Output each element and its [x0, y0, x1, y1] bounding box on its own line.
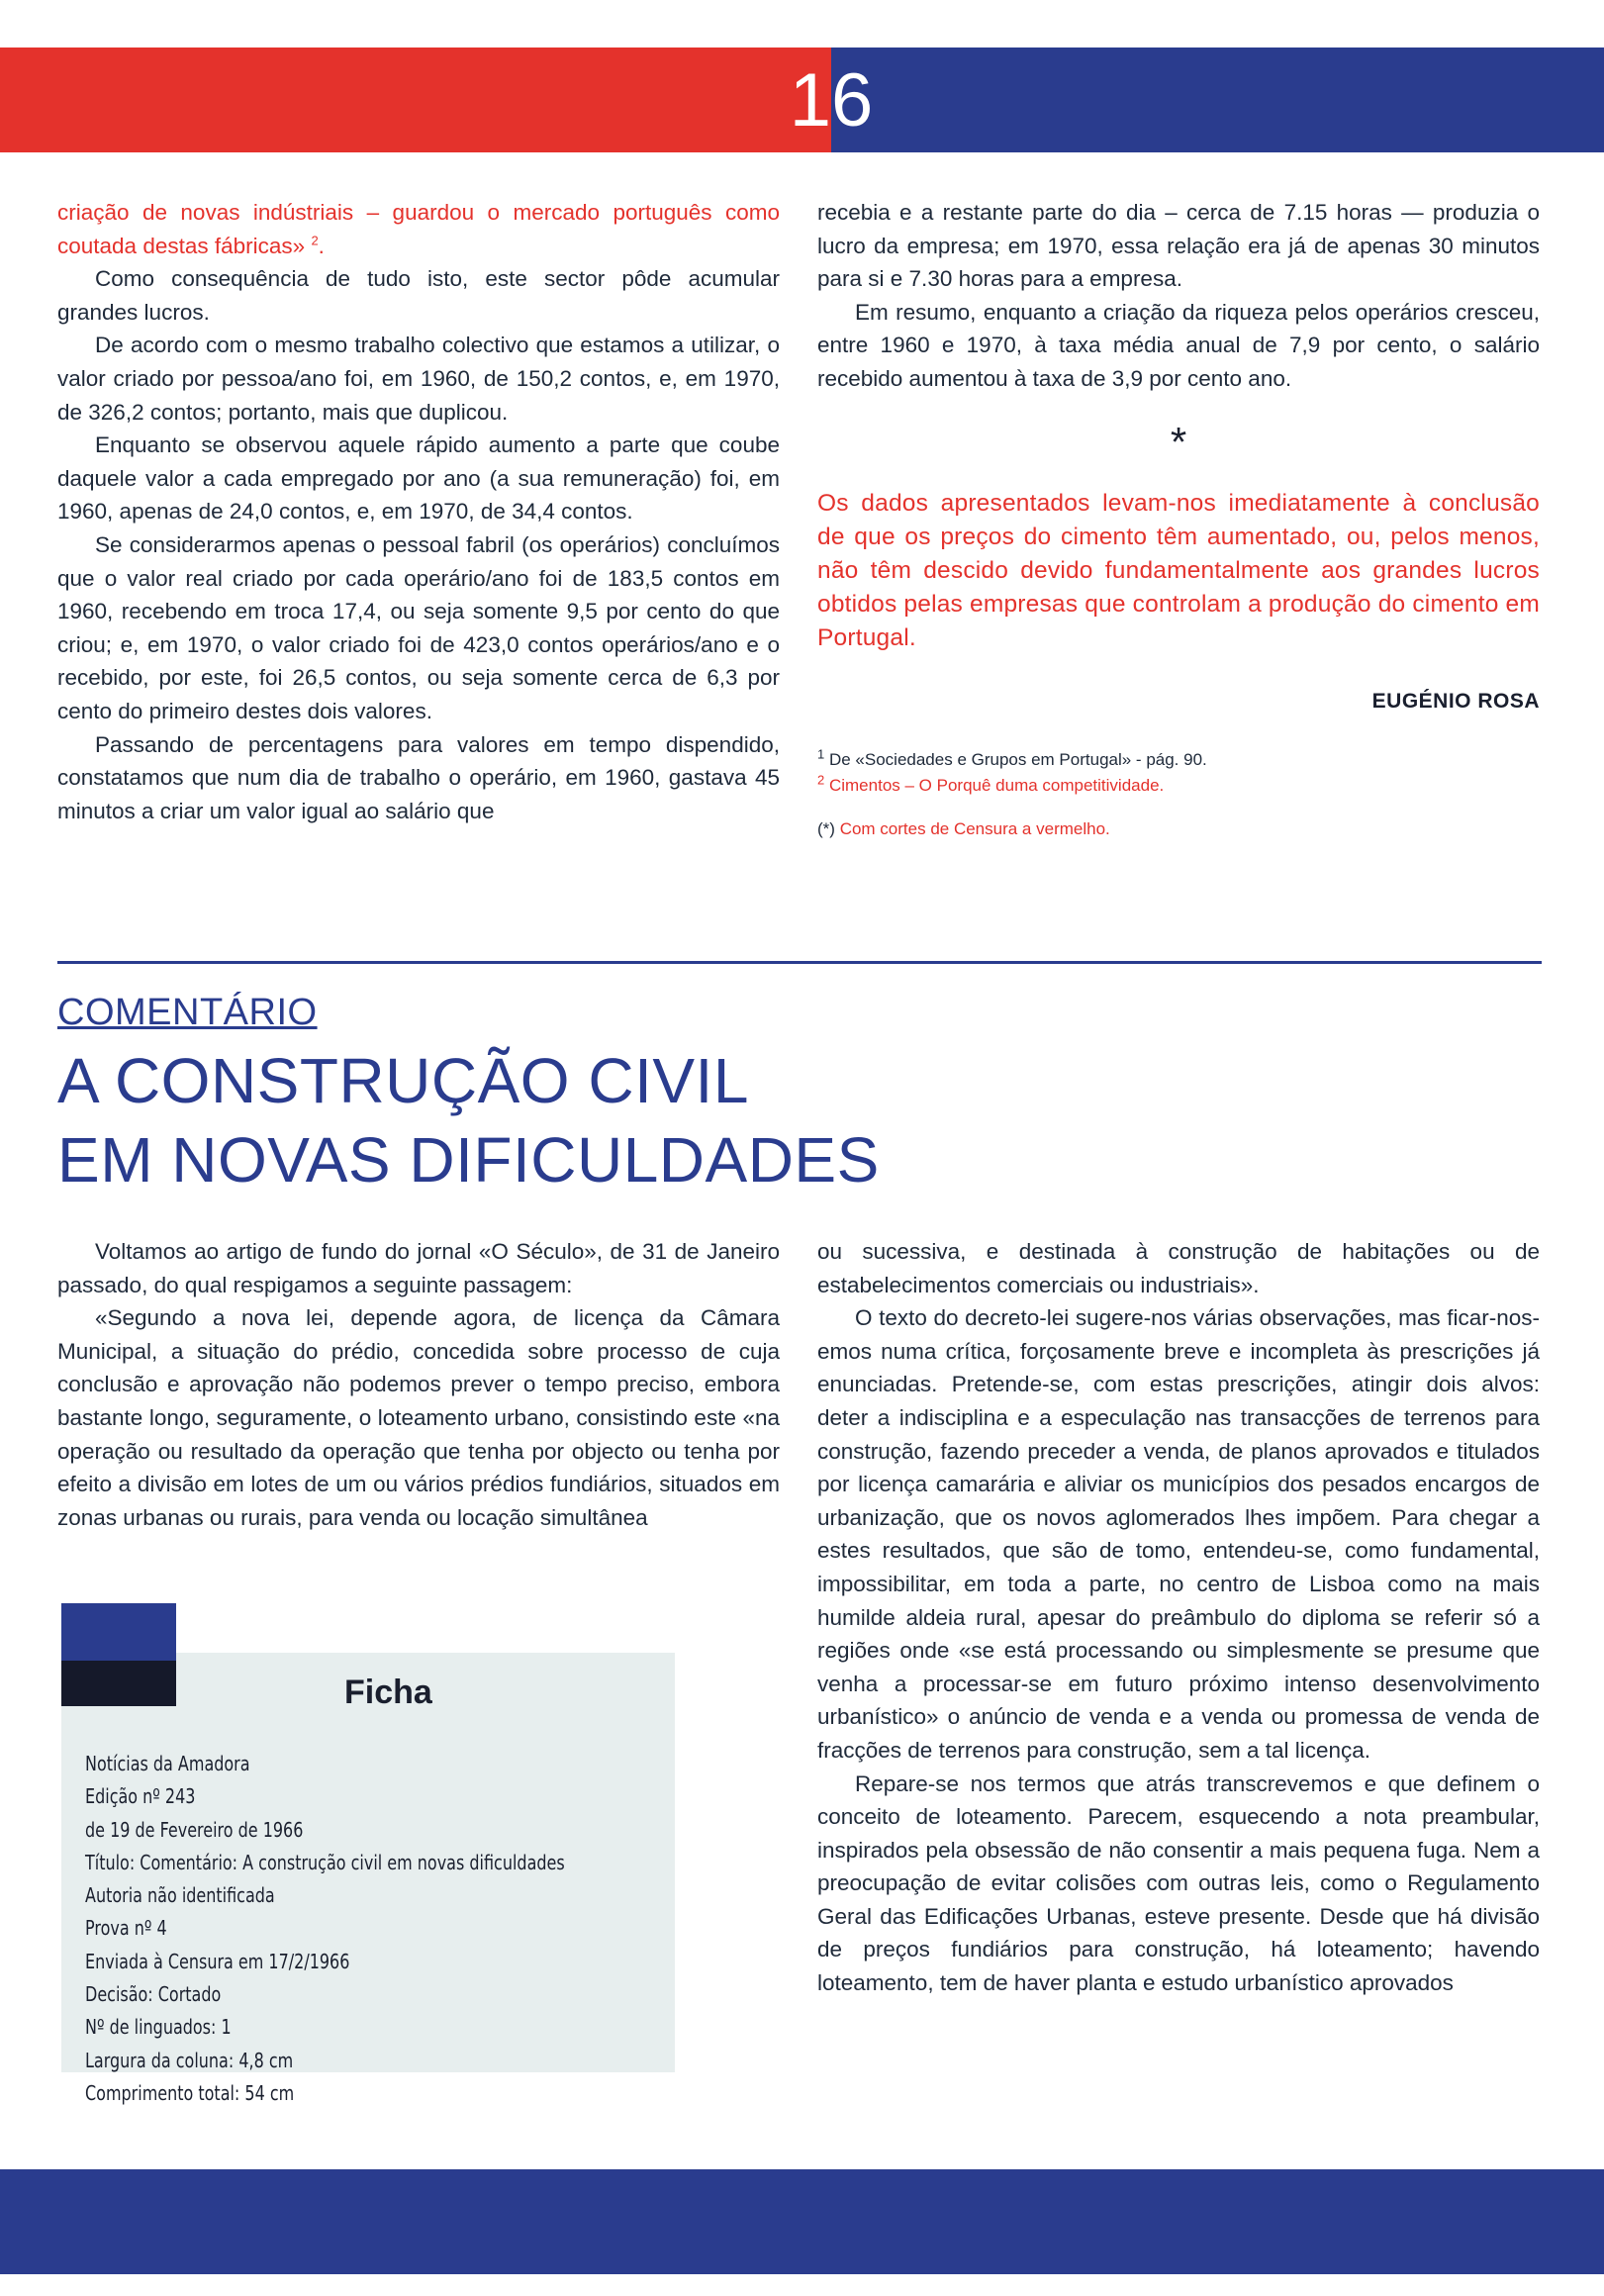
- ficha-line: Nº de linguados: 1: [85, 2015, 232, 2040]
- ficha-line: Largura da coluna: 4,8 cm: [85, 2048, 294, 2072]
- ficha-details: [85, 1748, 672, 2110]
- paragraph: Repare-se nos termos que atrás transcrevemos e que definem o conceito de loteamento. Parecem, esquecendo a nota preambular, inspirados pela obsessão de não consentir a mais pequena fuga. Nem a preocupação de evitar colisões com outras leis, como o Regulamento Geral das Edificações Urbanas, esteve presente. Desde que há divisão de preços fundiários para construção, há loteamento; havendo loteamento, tem de haver planta e estudo urbanístico aprovados: [817, 1770, 1540, 1996]
- ficha-line: de 19 de Fevereiro de 1966: [85, 1817, 304, 1842]
- header-bar-blue: [831, 48, 1604, 152]
- paragraph: Em resumo, enquanto a criação da riqueza pelos operários cresceu, entre 1960 e 1970, à taxa média anual de 7,9 por cento, o salário recebido aumentou à taxa de 3,9 por cento ano.: [817, 299, 1540, 391]
- ficha-title: Ficha: [344, 1674, 432, 1711]
- article-headline: [57, 1041, 1245, 1199]
- top-right-column: [817, 196, 1540, 842]
- ficha-line: Prova nº 4: [85, 1916, 167, 1941]
- paragraph: O texto do decreto-lei sugere-nos várias observações, mas ficar-nos-emos numa crítica, forçosamente breve e incompleta às prescrições já enunciadas. Pretende-se, com estas prescrições, atingir dois alvos: deter a indisciplina e a especulação nas transacções de terrenos para construção, fazendo preceder a venda, de planos aprovados e titulados por licença camarária e aliviar os municípios dos pesados encargos de urbanização, que os novos aglomerados lhes impõem. Para chegar a estes resultados, que são de tomo, entendeu-se, como fundamental, impossibilitar, em toda a parte, no centro de Lisboa como na mais humilde aldeia rural, apesar do preâmbulo do diploma se referir só a regiões onde «se está processando ou simplesmente se presume que venha a processar-se em futuro próximo intenso desenvolvimento urbanístico» o anúncio de venda e a venda ou promessa de venda de fracções de terrenos para construção, sem a tal licença.: [817, 1305, 1540, 1763]
- paragraph: Se considerarmos apenas o pessoal fabril (os operários) concluímos que o valor real criado por cada operário/ano foi de 183,5 contos em 1960, recebendo em troca 17,4, ou seja somente 9,5 por cento do que criou; e, em 1970, o valor criado foi de 423,0 contos operários/ano e o recebido, por este, foi 26,5 contos, ou seja somente cerca de 6,3 por cento do primeiro destes dois valores.: [57, 531, 780, 723]
- footnote-2: $^2$ Cimentos – O Porquê duma competitividade.: [817, 772, 1165, 796]
- paragraph: Enquanto se observou aquele rápido aumento a parte que coube daquele valor a cada empregado por ano (a sua remuneração) foi, em 1960, apenas de 24,0 contos, e, em 1970, de 34,4 contos.: [57, 432, 780, 525]
- footer-bar-blue: [0, 2169, 1604, 2274]
- headline-line-1: A CONSTRUÇÃO CIVIL: [57, 1045, 749, 1116]
- censor-note: (*) Com cortes de Censura a vermelho.: [817, 819, 1110, 839]
- paragraph: Voltamos ao artigo de fundo do jornal «O Século», de 31 de Janeiro passado, do qual respigamos a seguinte passagem:: [57, 1239, 780, 1297]
- bottom-right-column: [817, 1235, 1540, 2000]
- section-divider: [57, 961, 1542, 964]
- paragraph: «Segundo a nova lei, depende agora, de licença da Câmara Municipal, a situação do prédio, concedida sobre processo de cuja conclusão e aprovação não podemos prever o tempo preciso, embora bastante longo, seguramente, o loteamento urbano, consistindo este «na operação ou resultado da operação que tenha por objecto ou tenha por efeito a divisão em lotes de um ou vários prédios fundiários, situados em zonas urbanas ou rurais, para venda ou locação simultânea: [57, 1305, 780, 1530]
- headline-line-2: EM NOVAS DIFICULDADES: [57, 1124, 880, 1196]
- paragraph: recebia e a restante parte do dia – cerca de 7.15 horas — produzia o lucro da empresa; em 1970, essa relação era já de apenas 30 minutos para si e 7.30 horas para a empresa.: [817, 200, 1540, 292]
- paragraph: Como consequência de tudo isto, este sector pôde acumular grandes lucros.: [57, 266, 780, 325]
- ficha-line: Enviada à Censura em 17/2/1966: [85, 1949, 350, 1973]
- header-bar-red: [0, 48, 831, 152]
- author-signature: EUGÉNIO ROSA: [1371, 689, 1540, 713]
- paragraph: ou sucessiva, e destinada à construção de habitações ou de estabelecimentos comerciais ou industriais».: [817, 1239, 1540, 1297]
- bottom-left-column: [57, 1235, 780, 1534]
- footnotes: [817, 747, 1540, 842]
- page-number: 16: [789, 58, 874, 143]
- asterisk-separator: *: [1170, 418, 1187, 465]
- section-label: COMENTÁRIO: [57, 992, 318, 1033]
- ficha-line: Comprimento total: 54 cm: [85, 2080, 295, 2105]
- ficha-line: Notícias da Amadora: [85, 1752, 250, 1775]
- top-left-column: [57, 196, 780, 827]
- ficha-line: Título: Comentário: A construção civil em novas dificuldades: [85, 1850, 565, 1874]
- paragraph: criação de novas indústriais – guardou o mercado português como coutada destas fábricas» $^2$.: [57, 200, 780, 258]
- ficha-dark-block: [61, 1661, 176, 1706]
- censored-conclusion: Os dados apresentados levam-nos imediatamente à conclusão de que os preços do cimento têm aumentado, ou, pelos menos, não têm descido devido fundamentalmente aos grandes lucros obtidos pelas empresas que controlam a produção do cimento em Portugal.: [817, 489, 1540, 651]
- ficha-line: Autoria não identificada: [85, 1883, 275, 1908]
- paragraph: Passando de percentagens para valores em tempo dispendido, constatamos que num dia de trabalho o operário, em 1960, gastava 45 minutos a criar um valor igual ao salário que: [57, 731, 780, 823]
- paragraph: De acordo com o mesmo trabalho colectivo que estamos a utilizar, o valor criado por pessoa/ano foi, em 1960, de 150,2 contos, e, em 1970, de 326,2 contos; portanto, mais que duplicou.: [57, 333, 780, 425]
- footnote-1: $^1$ De «Sociedades e Grupos em Portugal» - pág. 90.: [817, 746, 1207, 770]
- ficha-line: Edição nº 243: [85, 1784, 196, 1809]
- ficha-line: Decisão: Cortado: [85, 1982, 222, 2007]
